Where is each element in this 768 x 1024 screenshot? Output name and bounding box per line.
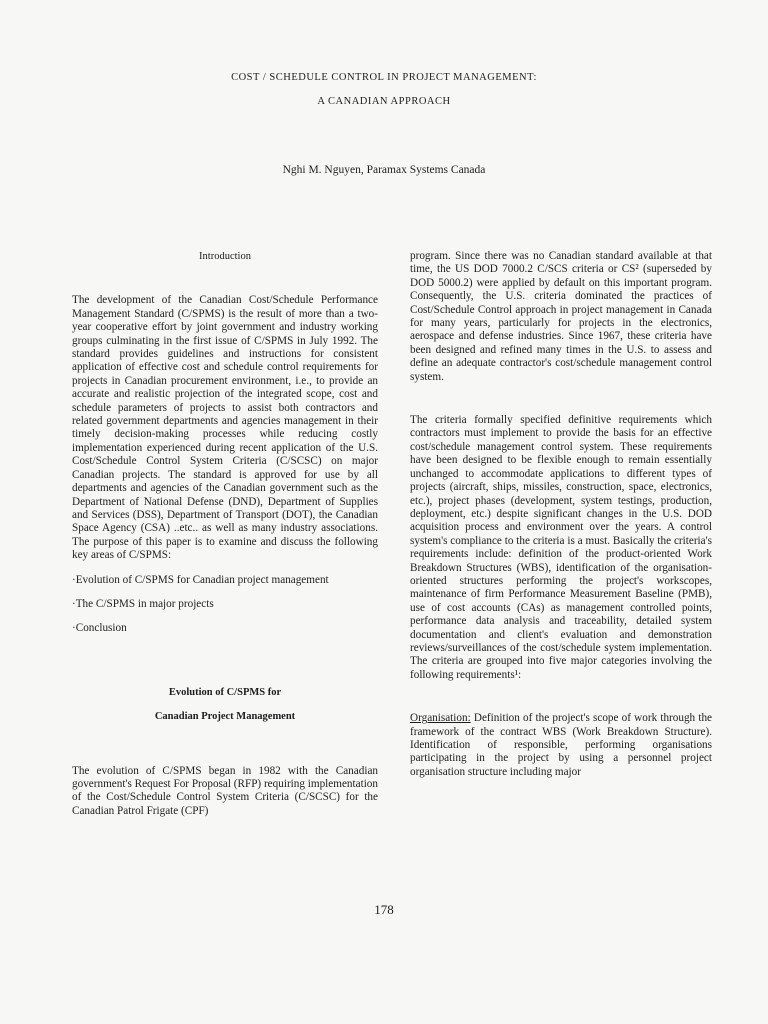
right-column (410, 250, 712, 779)
paper-title-line-1: COST / SCHEDULE CONTROL IN PROJECT MANAGEMENT: (231, 72, 537, 83)
organisation-text: Definition of the project's scope of work through the framework of the contract WBS (Work Breakdown Structure). Identification of responsible, performing organisations participating in the project by using a personnel project organisation structure including major (410, 712, 712, 778)
author-line: Nghi M. Nguyen, Paramax Systems Canada (282, 164, 486, 176)
organisation-paragraph (410, 712, 712, 779)
evolution-heading-line-2: Canadian Project Management (154, 711, 296, 723)
evolution-heading-line-1: Evolution of C/SPMS for (168, 686, 282, 698)
evolution-paragraph: The evolution of C/SPMS began in 1982 with the Canadian government's Request For Proposal (RFP) requiring implementation of the Cost/Schedule Control System Criteria (C/SCSC) for the Canadian Patrol Frigate (CPF) (72, 764, 378, 817)
organisation-label: Organisation: (410, 712, 471, 725)
left-column (72, 250, 378, 818)
page-number: 178 (374, 902, 394, 917)
paper-title-line-2: A CANADIAN APPROACH (317, 96, 451, 107)
introduction-heading: Introduction (199, 251, 251, 262)
right-paragraph-1: program. Since there was no Canadian standard available at that time, the US DOD 7000.2 C/SCS criteria or CS² (superseded by DOD 5000.2) were applied by default on this important program. Consequently, the U.S. criteria dominated the practices of Cost/Schedule Control approach in project management in Canada for many years, particularly for projects in the electronics, aerospace and defense industries. Since 1967, these criteria have been designed and refined many times in the U.S. to assess and define an adequate contractor's cost/schedule management control system. (410, 250, 712, 383)
bullet-item-1: ·Evolution of C/SPMS for Canadian project management (72, 573, 329, 586)
bullet-item-2: ·The C/SPMS in major projects (72, 597, 214, 610)
introduction-paragraph: The development of the Canadian Cost/Schedule Performance Management Standard (C/SPMS) is the result of more than a two-year cooperative effort by joint government and industry working groups culminating in the first issue of C/SPMS in July 1992. The standard provides guidelines and instructions for consistent application of effective cost and schedule control requirements for projects in Canadian procurement environment, i.e., to provide an accurate and realistic projection of the integrated scope, cost and schedule parameters of projects to assist both contractors and related government departments and agencies management in their timely decision-making processes while reducing costly implementation experienced during recent application of the U.S. Cost/Schedule Control System Criteria (C/SCSC) on major Canadian projects. The standard is approved for use by all departments and agencies of the Canadian government such as the Department of National Defense (DND), Department of Supplies and Services (DSS), Department of Transport (DOT), the Canadian Space Agency (CSA) ..etc.. as well as many industry associations. The purpose of this paper is to examine and discuss the following key areas of C/SPMS: (72, 294, 378, 562)
bullet-item-3: ·Conclusion (72, 622, 127, 635)
right-paragraph-2: The criteria formally specified definitive requirements which contractors must implement to provide the basis for an effective cost/schedule management control system. These requirements have been designed to be flexible enough to remain essentially unchanged to accommodate applications to different types of projects (aircraft, ships, missiles, construction, space, electronics, etc.), project phases (development, system testings, production, deployment, etc.) despite significant changes in the U.S. DOD acquisition process and environment over the years. A control system's compliance to the criteria is a must. Basically the criteria's requirements include: definition of the product-oriented Work Breakdown Structures (WBS), identification of the organisation-oriented structures performing the project's workscopes, maintenance of firm Performance Measurement Baseline (PMB), use of cost accounts (CAs) as management controlled points, performance data analysis and traceability, detailed system documentation and client's evaluation and demonstration reviews/surveillances of the cost/schedule system implementation. The criteria are grouped into five major categories involving the following requirements¹: (410, 414, 712, 681)
